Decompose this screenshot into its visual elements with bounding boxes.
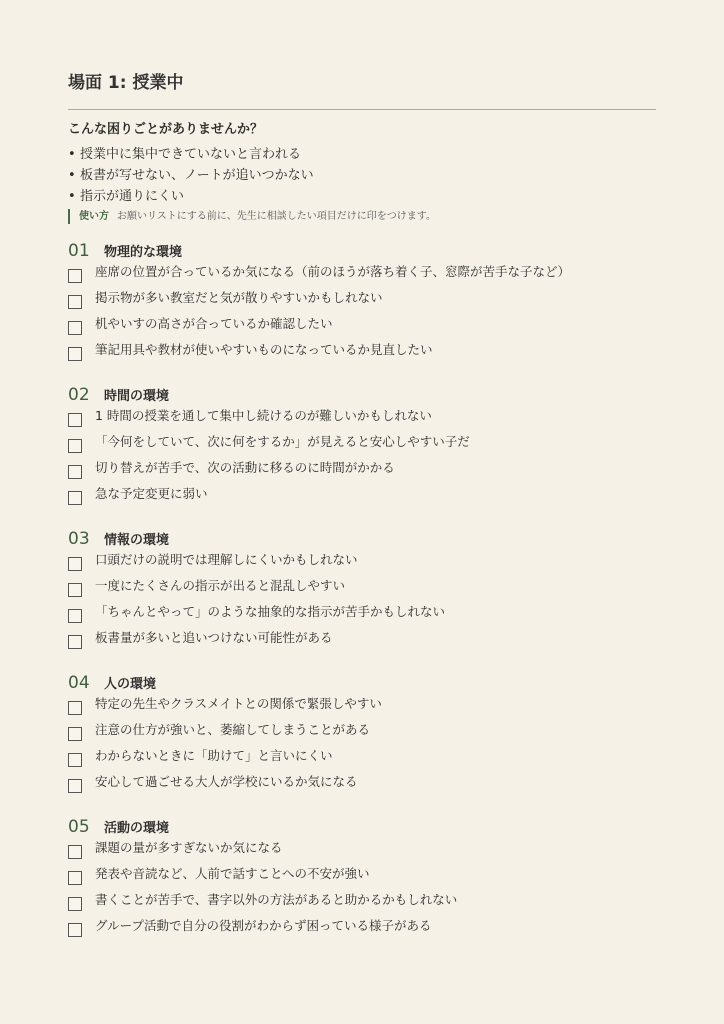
section-title: 人の環境 — [104, 677, 157, 692]
checklist — [68, 264, 656, 368]
title-divider — [68, 109, 656, 110]
item-checkbox[interactable] — [68, 609, 82, 623]
checklist-item — [68, 892, 656, 918]
checklist-item-text: 切り替えが苦手で、次の活動に移るのに時間がかかる — [95, 460, 395, 475]
concern-bullet-list — [68, 144, 656, 207]
section-number: 01 — [68, 241, 90, 261]
checklist-item — [68, 342, 656, 368]
checklist-item — [68, 264, 656, 290]
section-number: 03 — [68, 529, 90, 549]
checklist-item-text: 一度にたくさんの指示が出ると混乱しやすい — [95, 578, 346, 593]
checklist-item-text: 座席の位置が合っているか気になる（前のほうが落ち着く子、窓際が苦手な子など） — [95, 264, 571, 279]
item-checkbox[interactable] — [68, 897, 82, 911]
bullet-dot-icon: • — [68, 189, 76, 204]
item-checkbox[interactable] — [68, 871, 82, 885]
checklist-item — [68, 578, 656, 604]
checklist-item — [68, 434, 656, 460]
checklist-item-text: 1 時間の授業を通して集中し続けるのが難しいかもしれない — [95, 408, 432, 423]
item-checkbox[interactable] — [68, 583, 82, 597]
item-checkbox[interactable] — [68, 491, 82, 505]
concern-bullet-text: 指示が通りにくい — [80, 189, 185, 204]
section-header — [68, 672, 656, 694]
checklist-item — [68, 552, 656, 578]
item-checkbox[interactable] — [68, 439, 82, 453]
usage-label: 使い方 — [79, 211, 109, 222]
item-checkbox[interactable] — [68, 269, 82, 283]
checklist-item-text: 特定の先生やクラスメイトとの関係で緊張しやすい — [95, 696, 382, 711]
item-checkbox[interactable] — [68, 923, 82, 937]
section-header — [68, 240, 656, 262]
checklist-item-text: 口頭だけの説明では理解しにくいかもしれない — [95, 552, 358, 567]
section-activity-environment — [68, 816, 656, 944]
section-number: 05 — [68, 817, 90, 837]
item-checkbox[interactable] — [68, 465, 82, 479]
checklist-item-text: 「今何をしていて、次に何をするか」が見えると安心しやすい子だ — [95, 434, 470, 449]
section-time-environment — [68, 384, 656, 512]
checklist — [68, 696, 656, 800]
checklist-item-text: 板書量が多いと追いつけない可能性がある — [95, 630, 333, 645]
checklist — [68, 408, 656, 512]
concern-bullet — [68, 186, 656, 207]
item-checkbox[interactable] — [68, 295, 82, 309]
checklist — [68, 552, 656, 656]
checklist-item — [68, 774, 656, 800]
checklist-item-text: 机やいすの高さが合っているか確認したい — [95, 316, 333, 331]
checklist-item — [68, 408, 656, 434]
section-physical-environment — [68, 240, 656, 368]
section-title: 時間の環境 — [104, 389, 170, 404]
section-title: 情報の環境 — [104, 533, 170, 548]
section-people-environment — [68, 672, 656, 800]
checklist-item — [68, 866, 656, 892]
concern-bullet-text: 授業中に集中できていないと言われる — [80, 147, 302, 162]
usage-note — [68, 209, 656, 224]
checklist-item — [68, 604, 656, 630]
checklist-item-text: 注意の仕方が強いと、萎縮してしまうことがある — [95, 722, 371, 737]
item-checkbox[interactable] — [68, 727, 82, 741]
item-checkbox[interactable] — [68, 347, 82, 361]
item-checkbox[interactable] — [68, 779, 82, 793]
section-number: 02 — [68, 385, 90, 405]
checklist-item-text: 書くことが苦手で、書字以外の方法があると助かるかもしれない — [95, 892, 458, 907]
item-checkbox[interactable] — [68, 701, 82, 715]
item-checkbox[interactable] — [68, 845, 82, 859]
section-header — [68, 384, 656, 406]
checklist-item-text: 「ちゃんとやって」のような抽象的な指示が苦手かもしれない — [95, 604, 446, 619]
checklist-item-text: わからないときに「助けて」と言いにくい — [95, 748, 333, 763]
checklist-item — [68, 460, 656, 486]
bullet-dot-icon: • — [68, 147, 76, 162]
question-heading: こんな困りごとがありませんか？ — [68, 122, 264, 137]
section-title: 物理的な環境 — [104, 245, 183, 260]
checklist-item-text: 急な予定変更に弱い — [95, 486, 208, 501]
section-number: 04 — [68, 673, 90, 693]
checklist-item-text: 課題の量が多すぎないか気になる — [95, 840, 283, 855]
checklist-item — [68, 696, 656, 722]
item-checkbox[interactable] — [68, 635, 82, 649]
usage-text: お願いリストにする前に、先生に相談したい項目だけに印をつけます。 — [117, 211, 436, 222]
item-checkbox[interactable] — [68, 321, 82, 335]
checklist-item-text: 安心して過ごせる大人が学校にいるか気になる — [95, 774, 358, 789]
checklist-item — [68, 840, 656, 866]
checklist-item-text: 筆記用具や教材が使いやすいものになっているか見直したい — [95, 342, 433, 357]
checklist — [68, 840, 656, 944]
worksheet-page — [68, 70, 656, 944]
item-checkbox[interactable] — [68, 413, 82, 427]
checklist-item — [68, 748, 656, 774]
section-header — [68, 528, 656, 550]
checklist-item — [68, 486, 656, 512]
section-information-environment — [68, 528, 656, 656]
checklist-item — [68, 290, 656, 316]
item-checkbox[interactable] — [68, 557, 82, 571]
section-title: 活動の環境 — [104, 821, 170, 836]
checklist-item-text: 掲示物が多い教室だと気が散りやすいかもしれない — [95, 290, 383, 305]
checklist-item — [68, 722, 656, 748]
checklist-item-text: 発表や音読など、人前で話すことへの不安が強い — [95, 866, 370, 881]
concern-bullet-text: 板書が写せない、ノートが追いつかない — [80, 168, 314, 183]
concern-bullet — [68, 165, 656, 186]
bullet-dot-icon: • — [68, 168, 76, 183]
checklist-item — [68, 918, 656, 944]
checklist-item — [68, 316, 656, 342]
page-title: 場面 1: 授業中 — [68, 73, 184, 93]
section-header — [68, 816, 656, 838]
item-checkbox[interactable] — [68, 753, 82, 767]
concern-bullet — [68, 144, 656, 165]
checklist-item-text: グループ活動で自分の役割がわからず困っている様子がある — [95, 918, 432, 933]
checklist-item — [68, 630, 656, 656]
